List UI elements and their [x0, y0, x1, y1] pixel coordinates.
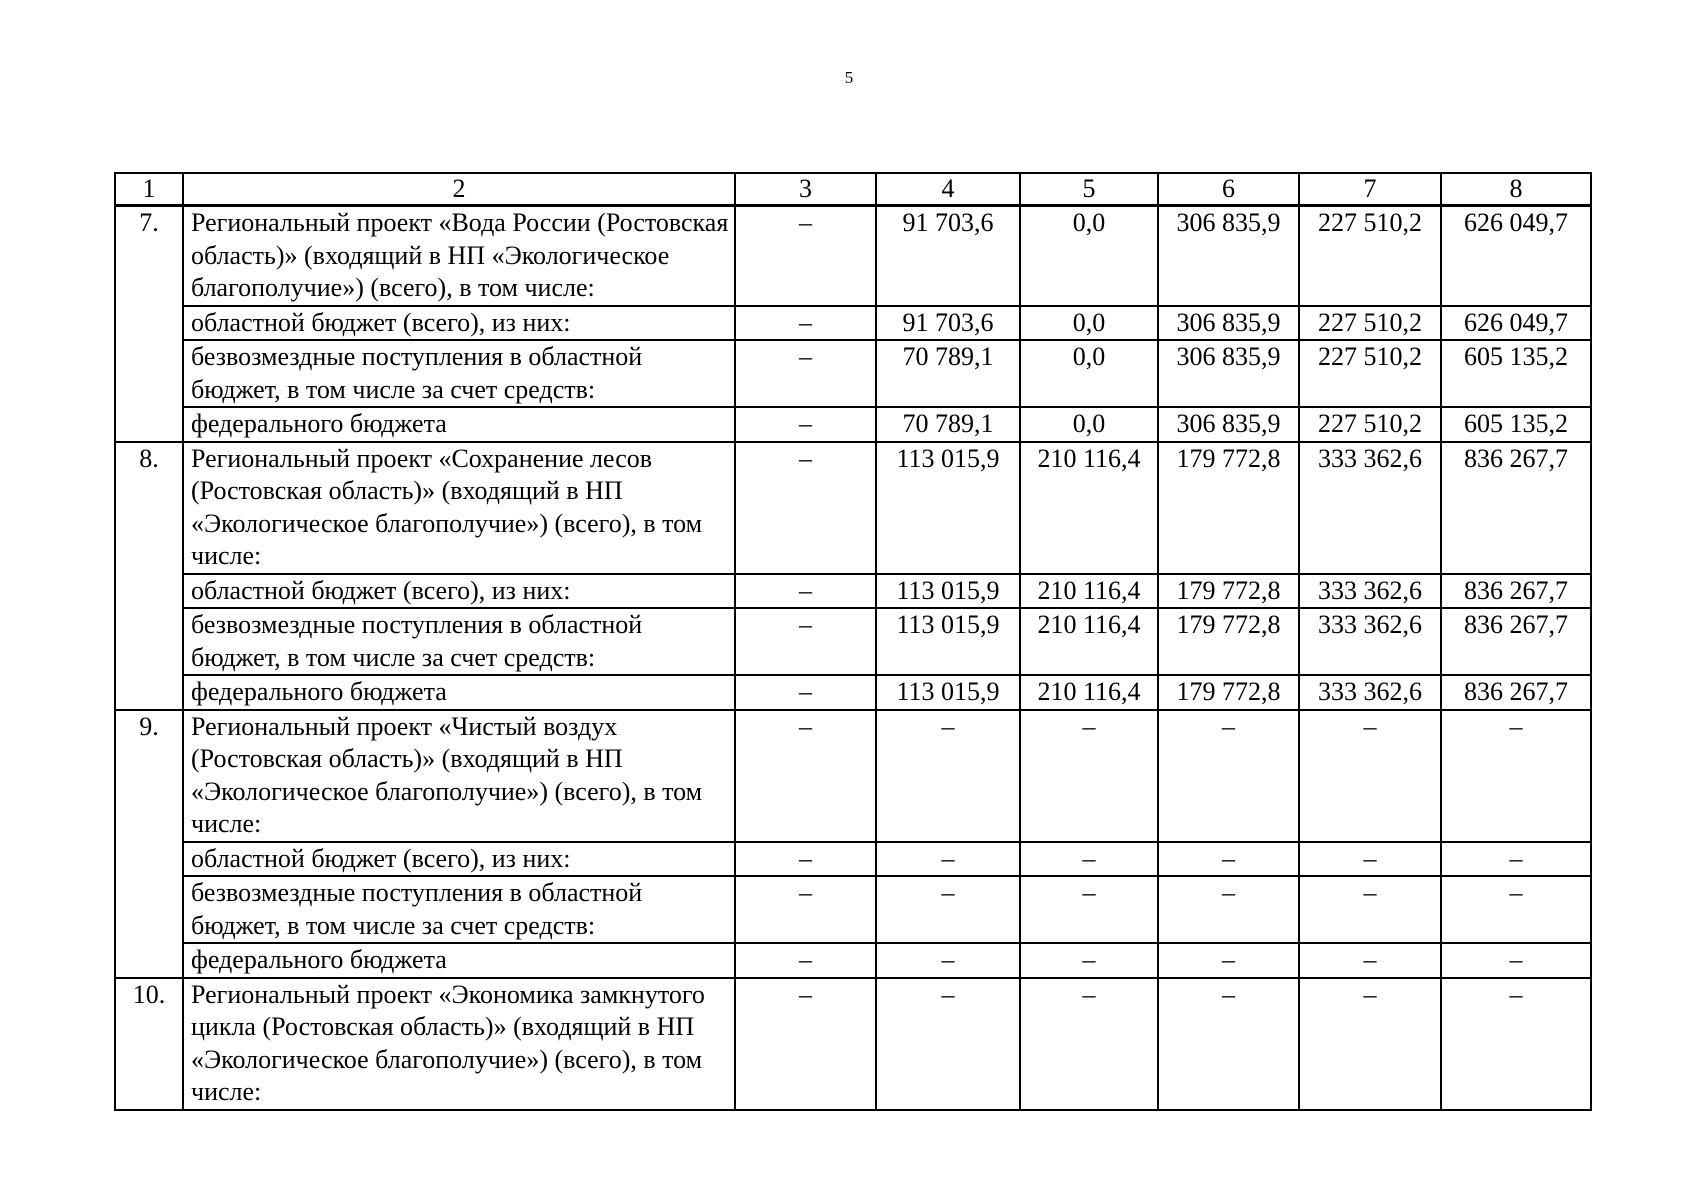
- table-row: [115, 608, 1591, 675]
- value-cell: –: [735, 407, 876, 442]
- value-cell: 0,0: [1020, 407, 1158, 442]
- value-cell: –: [1299, 943, 1441, 978]
- row-label: Региональный проект «Вода России (Ростовская область)» (входящий в НП «Экологическое благополучие») (всего), в том числе:: [183, 206, 735, 306]
- value-cell: –: [735, 978, 876, 1110]
- value-cell: 0,0: [1020, 206, 1158, 306]
- table-row: [115, 978, 1591, 1110]
- value-cell: –: [1158, 978, 1299, 1110]
- budget-table: [114, 172, 1592, 1111]
- value-cell: 333 362,6: [1299, 675, 1441, 710]
- value-cell: –: [876, 842, 1020, 877]
- row-label: безвозмездные поступления в областной бюджет, в том числе за счет средств:: [183, 876, 735, 943]
- column-header: 1: [115, 173, 183, 206]
- value-cell: 113 015,9: [876, 608, 1020, 675]
- value-cell: –: [1299, 710, 1441, 842]
- value-cell: 227 510,2: [1299, 340, 1441, 407]
- value-cell: –: [735, 943, 876, 978]
- row-label: Региональный проект «Сохранение лесов (Ростовская область)» (входящий в НП «Экологическое благополучие») (всего), в том числе:: [183, 442, 735, 574]
- value-cell: 626 049,7: [1441, 206, 1591, 306]
- value-cell: –: [735, 206, 876, 306]
- value-cell: –: [1158, 943, 1299, 978]
- value-cell: –: [1020, 978, 1158, 1110]
- row-number: 7.: [115, 206, 183, 442]
- value-cell: –: [735, 306, 876, 341]
- column-header: 4: [876, 173, 1020, 206]
- value-cell: 0,0: [1020, 340, 1158, 407]
- value-cell: 179 772,8: [1158, 675, 1299, 710]
- value-cell: 179 772,8: [1158, 574, 1299, 609]
- value-cell: 306 835,9: [1158, 306, 1299, 341]
- header-row: [115, 173, 1591, 206]
- value-cell: 113 015,9: [876, 675, 1020, 710]
- table-row: [115, 206, 1591, 306]
- row-number: 9.: [115, 710, 183, 978]
- table-body: [115, 173, 1591, 1110]
- value-cell: 306 835,9: [1158, 206, 1299, 306]
- value-cell: –: [1158, 876, 1299, 943]
- table-row: [115, 407, 1591, 442]
- value-cell: –: [876, 943, 1020, 978]
- row-label: областной бюджет (всего), из них:: [183, 574, 735, 609]
- value-cell: 210 116,4: [1020, 608, 1158, 675]
- value-cell: 0,0: [1020, 306, 1158, 341]
- column-header: 5: [1020, 173, 1158, 206]
- row-label: безвозмездные поступления в областной бюджет, в том числе за счет средств:: [183, 608, 735, 675]
- value-cell: –: [1299, 876, 1441, 943]
- value-cell: –: [1020, 943, 1158, 978]
- value-cell: 333 362,6: [1299, 574, 1441, 609]
- table-row: [115, 876, 1591, 943]
- column-header: 2: [183, 173, 735, 206]
- table-row: [115, 574, 1591, 609]
- value-cell: –: [735, 340, 876, 407]
- value-cell: –: [735, 876, 876, 943]
- row-label: областной бюджет (всего), из них:: [183, 306, 735, 341]
- value-cell: 227 510,2: [1299, 407, 1441, 442]
- value-cell: 605 135,2: [1441, 340, 1591, 407]
- value-cell: –: [1020, 710, 1158, 842]
- row-label: федерального бюджета: [183, 675, 735, 710]
- table-row: [115, 340, 1591, 407]
- value-cell: –: [1441, 978, 1591, 1110]
- value-cell: 605 135,2: [1441, 407, 1591, 442]
- value-cell: –: [876, 876, 1020, 943]
- value-cell: 70 789,1: [876, 407, 1020, 442]
- column-header: 8: [1441, 173, 1591, 206]
- value-cell: –: [876, 710, 1020, 842]
- value-cell: –: [735, 574, 876, 609]
- value-cell: 333 362,6: [1299, 608, 1441, 675]
- value-cell: –: [1299, 978, 1441, 1110]
- table-row: [115, 710, 1591, 842]
- value-cell: 210 116,4: [1020, 574, 1158, 609]
- value-cell: 210 116,4: [1020, 675, 1158, 710]
- value-cell: 113 015,9: [876, 442, 1020, 574]
- value-cell: –: [735, 608, 876, 675]
- value-cell: –: [1158, 710, 1299, 842]
- value-cell: –: [1441, 876, 1591, 943]
- row-number: 8.: [115, 442, 183, 710]
- row-label: Региональный проект «Чистый воздух (Ростовская область)» (входящий в НП «Экологическое благополучие») (всего), в том числе:: [183, 710, 735, 842]
- value-cell: 333 362,6: [1299, 442, 1441, 574]
- value-cell: –: [1441, 710, 1591, 842]
- value-cell: 626 049,7: [1441, 306, 1591, 341]
- value-cell: 91 703,6: [876, 206, 1020, 306]
- column-header: 3: [735, 173, 876, 206]
- table-row: [115, 442, 1591, 574]
- value-cell: –: [1299, 842, 1441, 877]
- value-cell: 306 835,9: [1158, 407, 1299, 442]
- column-header: 7: [1299, 173, 1441, 206]
- row-label: федерального бюджета: [183, 407, 735, 442]
- value-cell: –: [735, 442, 876, 574]
- value-cell: –: [1441, 842, 1591, 877]
- value-cell: –: [735, 842, 876, 877]
- table-row: [115, 943, 1591, 978]
- value-cell: 210 116,4: [1020, 442, 1158, 574]
- value-cell: 179 772,8: [1158, 608, 1299, 675]
- page-number: 5: [844, 68, 854, 87]
- table-row: [115, 842, 1591, 877]
- value-cell: 836 267,7: [1441, 574, 1591, 609]
- value-cell: –: [1020, 876, 1158, 943]
- table-row: [115, 675, 1591, 710]
- value-cell: 91 703,6: [876, 306, 1020, 341]
- value-cell: –: [1441, 943, 1591, 978]
- value-cell: 306 835,9: [1158, 340, 1299, 407]
- value-cell: –: [1020, 842, 1158, 877]
- row-number: 10.: [115, 978, 183, 1110]
- value-cell: 836 267,7: [1441, 442, 1591, 574]
- value-cell: 113 015,9: [876, 574, 1020, 609]
- row-label: федерального бюджета: [183, 943, 735, 978]
- value-cell: 836 267,7: [1441, 675, 1591, 710]
- value-cell: –: [1158, 842, 1299, 877]
- value-cell: –: [876, 978, 1020, 1110]
- value-cell: 70 789,1: [876, 340, 1020, 407]
- value-cell: –: [735, 675, 876, 710]
- column-header: 6: [1158, 173, 1299, 206]
- row-label: областной бюджет (всего), из них:: [183, 842, 735, 877]
- row-label: Региональный проект «Экономика замкнутого цикла (Ростовская область)» (входящий в НП «Экологическое благополучие») (всего), в том числе:: [183, 978, 735, 1110]
- table-row: [115, 306, 1591, 341]
- value-cell: 836 267,7: [1441, 608, 1591, 675]
- value-cell: –: [735, 710, 876, 842]
- value-cell: 227 510,2: [1299, 206, 1441, 306]
- value-cell: 179 772,8: [1158, 442, 1299, 574]
- row-label: безвозмездные поступления в областной бюджет, в том числе за счет средств:: [183, 340, 735, 407]
- value-cell: 227 510,2: [1299, 306, 1441, 341]
